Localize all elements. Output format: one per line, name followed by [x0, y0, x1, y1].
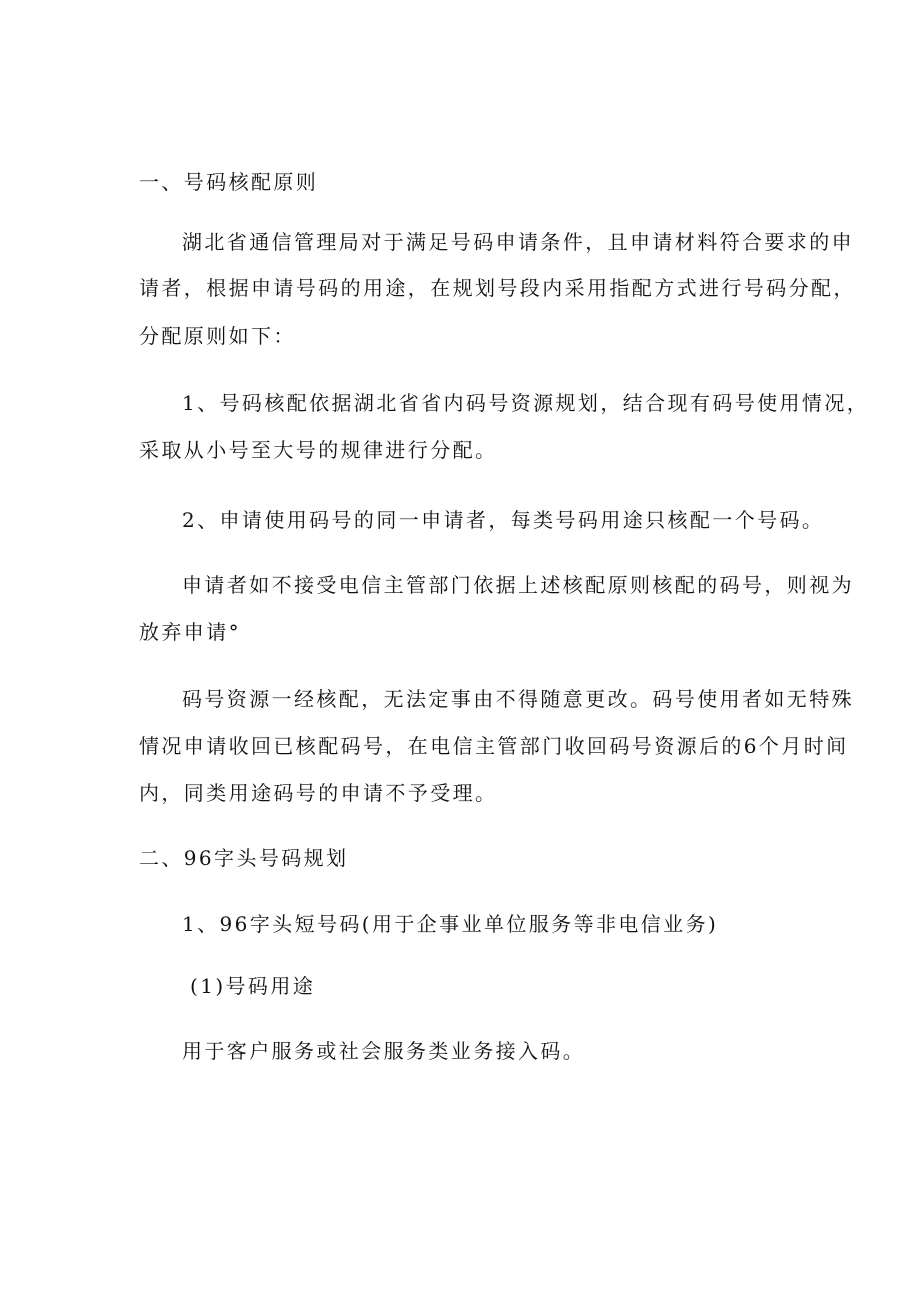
intro-line-3: 分配原则如下：	[139, 324, 296, 348]
rule1-line-1: 1、号码核配依据湖北省省内码号资源规划，结合现有码号使用情况，	[182, 391, 870, 415]
sub1-item-title: (1)号码用途	[190, 974, 316, 998]
change-line-3: 内，同类用途码号的申请不予受理。	[139, 781, 498, 805]
sub1-text: 用于客户服务或社会服务类业务接入码。	[182, 1039, 586, 1063]
intro-line-2: 请者，根据申请号码的用途，在规划号段内采用指配方式进行号码分配，	[139, 276, 856, 300]
refusal-line-1: 申请者如不接受电信主管部门依据上述核配原则核配的码号，则视为	[182, 573, 854, 597]
rule1-line-2: 采取从小号至大号的规律进行分配。	[139, 438, 498, 462]
section1-heading: 一、号码核配原则	[139, 170, 319, 194]
change-line-2: 情况申请收回已核配码号，在电信主管部门收回码号资源后的6个月时间	[139, 734, 849, 758]
refusal-line-2: 放弃申请°	[139, 620, 241, 644]
intro-line-1: 湖北省通信管理局对于满足号码申请条件，且申请材料符合要求的申	[182, 230, 854, 254]
change-line-1: 码号资源一经核配，无法定事由不得随意更改。码号使用者如无特殊	[182, 687, 854, 711]
section2-heading: 二、96字头号码规划	[139, 846, 349, 870]
sub1-heading: 1、96字头短号码(用于企事业单位服务等非电信业务)	[182, 912, 719, 936]
rule2-paragraph: 2、申请使用码号的同一申请者，每类号码用途只核配一个号码。	[182, 508, 825, 532]
